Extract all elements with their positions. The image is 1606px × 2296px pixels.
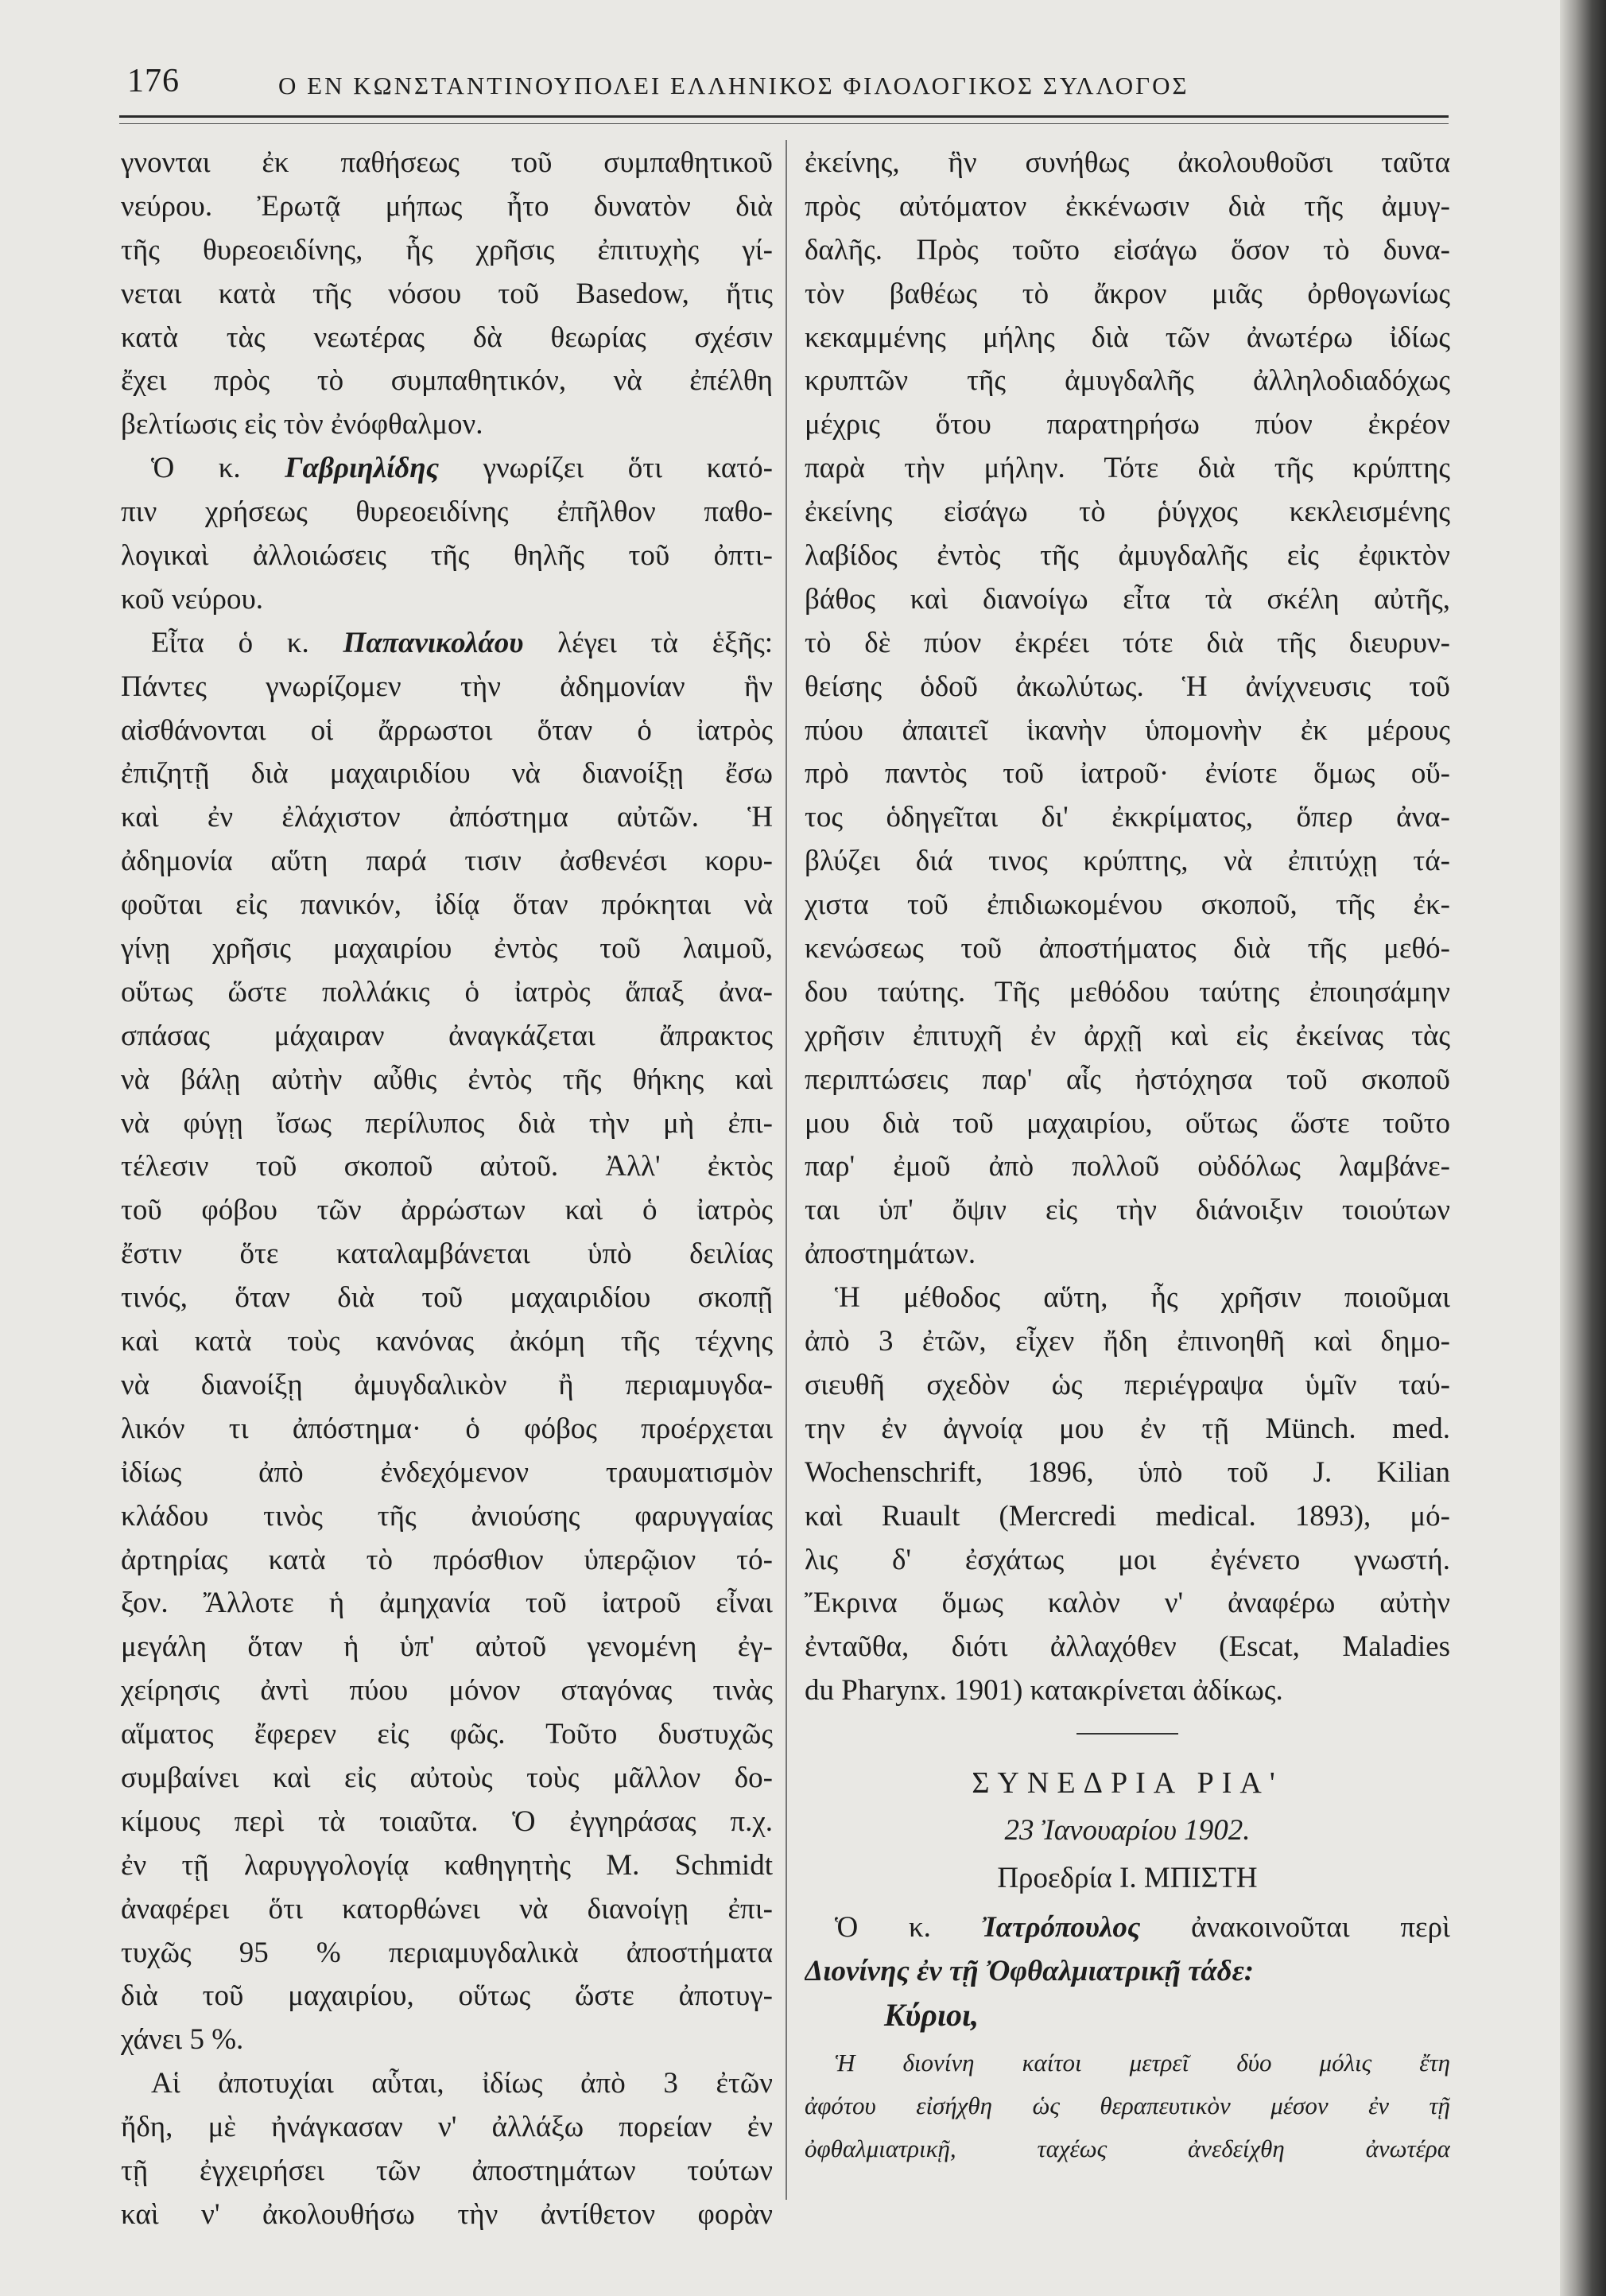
- text-line: την ἐν ἀγνοίᾳ μου ἐν τῇ Münch. med.: [805, 1412, 1450, 1445]
- speaker-name: Ἰατρόπουλος: [981, 1911, 1141, 1944]
- text-line: τῆς θυρεοειδίνης, ἧς χρῆσις ἐπιτυχὴς γί-: [121, 233, 773, 266]
- text-line: πρὸ παντὸς τοῦ ἰατροῦ· ἐνίοτε ὅμως οὕ-: [805, 757, 1450, 791]
- text-line: συμβαίνει καὶ εἰς αὐτοὺς τοὺς μᾶλλον δο-: [121, 1761, 773, 1794]
- text-line: χρῆσιν ἐπιτυχῆ ἐν ἀρχῇ καὶ εἰς ἐκείνας τὰς: [805, 1019, 1450, 1052]
- right-paragraph-4: [805, 2042, 1450, 2170]
- text-line: χιστα τοῦ ἐπιδιωκομένου σκοποῦ, τῆς ἐκ-: [805, 888, 1450, 922]
- session-chair: Προεδρία Ι. ΜΠΙΣΤΗ: [997, 1862, 1258, 1895]
- text-line: ξον. Ἄλλοτε ἡ ἀμηχανία τοῦ ἰατροῦ εἶναι: [121, 1587, 773, 1620]
- right-paragraph-3: [805, 1906, 1450, 1994]
- text-line: οὕτως ὥστε πολλάκις ὁ ἰατρὸς ἅπαξ ἀνα-: [121, 975, 773, 1008]
- text-line: πύου ἀπαιτεῖ ἱκανὴν ὑπομονὴν ἐκ μέρους: [805, 713, 1450, 747]
- speaker-prefix: Εἶτα ὁ κ.: [151, 626, 309, 659]
- text-line: Wochenschrift, 1896, ὑπὸ τοῦ J. Kilian: [805, 1455, 1450, 1489]
- text-line: du Pharynx. 1901) κατακρίνεται ἀδίκως.: [805, 1674, 1283, 1707]
- text-line: νεύρου. Ἐρωτᾷ μήπως ἦτο δυνατὸν διὰ: [121, 189, 773, 223]
- text-line: κίμους περὶ τὰ τοιαῦτα. Ὁ ἐγγηράσας π.χ.: [121, 1805, 773, 1838]
- text-line: πιν χρήσεως θυρεοειδίνης ἐπῆλθον παθο-: [121, 495, 773, 529]
- speaker-prefix: Ὁ κ.: [835, 1911, 931, 1944]
- text-line: καὶ ν' ἀκολουθήσω τὴν ἀντίθετον φορὰν: [121, 2197, 773, 2231]
- left-paragraph-3: [121, 622, 773, 2062]
- page-number: 176: [127, 63, 180, 99]
- text-line: καὶ ἐν ἐλάχιστον ἀπόστημα αὐτῶν. Ἡ: [121, 801, 773, 834]
- text-line: Ἔκρινα ὅμως καλὸν ν' ἀναφέρω αὐτὴν: [805, 1587, 1450, 1620]
- text-line: παρὰ τὴν μήλην. Τότε διὰ τῆς κρύπτης: [805, 452, 1450, 485]
- text-line: τοῦ φόβου τῶν ἀρρώστων καὶ ὁ ἰατρὸς: [121, 1194, 773, 1227]
- text-line: τῇ ἐγχειρήσει τῶν ἀποστημάτων τούτων: [121, 2154, 773, 2187]
- book-spine-shadow: [1560, 0, 1606, 2296]
- text-line: [121, 622, 773, 666]
- text-line: νὰ βάλῃ αὐτὴν αὖθις ἐντὸς τῆς θήκης καὶ: [121, 1063, 773, 1096]
- text-line: ἤδη, μὲ ἠνάγκασαν ν' ἀλλάξω πορείαν ἐν: [121, 2111, 773, 2144]
- text-line: ἀφότου εἰσήχθη ὡς θεραπευτικὸν μέσον ἐν τῇ: [805, 2091, 1450, 2119]
- text-line: θείσης ὁδοῦ ἀκωλύτως. Ἡ ἀνίχνευσις τοῦ: [805, 670, 1450, 703]
- text-line: ται ὑπ' ὄψιν εἰς τὴν διάνοιξιν τοιούτων: [805, 1194, 1450, 1227]
- text-line: κλάδου τινὸς τῆς ἀνιούσης φαρυγγαίας: [121, 1499, 773, 1533]
- session-title: ΣΥΝΕΔΡΙΑ ΡΙΑ': [972, 1766, 1283, 1801]
- text-line: δαλῆς. Πρὸς τοῦτο εἰσάγω ὅσον τὸ δυνα-: [805, 233, 1450, 266]
- text-line: Αἱ ἀποτυχίαι αὗται, ἰδίως ἀπὸ 3 ἐτῶν: [151, 2067, 773, 2100]
- text-line: μεγάλη ὅταν ἡ ὑπ' αὐτοῦ γενομένη ἐγ-: [121, 1630, 773, 1664]
- text-line: ἐν τῇ λαρυγγολογίᾳ καθηγητὴς M. Schmidt: [121, 1848, 773, 1882]
- right-paragraph-1: [805, 142, 1450, 1276]
- line-rest: λέγει τὰ ἑξῆς:: [557, 626, 773, 659]
- text-line: [805, 1906, 1450, 1950]
- text-line: Ἡ διονίνη καίτοι μετρεῖ δύο μόλις ἔτη: [835, 2048, 1450, 2077]
- text-line: σιευθῆ σχεδὸν ὡς περιέγραψα ὑμῖν ταύ-: [805, 1368, 1450, 1401]
- text-line: ἐνταῦθα, διότι ἀλλαχόθεν (Escat, Maladies: [805, 1630, 1450, 1664]
- text-line: χάνει 5 %.: [121, 2023, 244, 2057]
- text-line: ἔχει πρὸς τὸ συμπαθητικόν, νὰ ἐπέλθη: [121, 364, 773, 398]
- left-paragraph-4: [121, 2062, 773, 2237]
- text-line: λαβίδος ἐντὸς τῆς ἀμυγδαλῆς εἰς ἐφικτὸν: [805, 539, 1450, 573]
- salutation: Κύριοι,: [884, 1996, 980, 2033]
- running-title: Ο ΕΝ ΚΩΝΣΤΑΝΤΙΝΟΥΠΟΛΕΙ ΕΛΛΗΝΙΚΟΣ ΦΙΛΟΛΟΓΙΚΟΣ ΣΥΛΛΟΓΟΣ: [278, 72, 1189, 99]
- text-line: τυχῶς 95 % περιαμυγδαλικὰ ἀποστήματα: [121, 1936, 773, 1969]
- text-line: ἔστιν ὅτε καταλαμβάνεται ὑπὸ δειλίας: [121, 1237, 773, 1271]
- left-paragraph-1: [121, 142, 773, 447]
- text-line: φοῦται εἰς πανικόν, ἰδίᾳ ὅταν πρόκηται νὰ: [121, 888, 773, 922]
- text-line: κεκαμμένης μήλης διὰ τῶν ἀνωτέρω ἰδίως: [805, 321, 1450, 354]
- text-line: γνονται ἐκ παθήσεως τοῦ συμπαθητικοῦ: [121, 146, 773, 179]
- text-line: βελτίωσις εἰς τὸν ἐνόφθαλμον.: [121, 408, 483, 441]
- text-line: καὶ κατὰ τοὺς κανόνας ἀκόμη τῆς τέχνης: [121, 1325, 773, 1358]
- text-line: λις δ' ἐσχάτως μοι ἐγένετο γνωστή.: [805, 1543, 1450, 1576]
- text-line: πρὸς αὐτόματον ἐκκένωσιν διὰ τῆς ἀμυγ-: [805, 189, 1450, 223]
- session-date: 23 Ἰανουαρίου 1902.: [1004, 1814, 1251, 1847]
- right-paragraph-2: [805, 1276, 1450, 1713]
- text-line: βλύζει διά τινος κρύπτης, νὰ ἐπιτύχῃ τά-: [805, 845, 1450, 878]
- text-line: κρυπτῶν τῆς ἀμυγδαλῆς ἀλληλοδιαδόχως: [805, 364, 1450, 398]
- text-line: γίνῃ χρῆσις μαχαιρίου ἐντὸς τοῦ λαιμοῦ,: [121, 932, 773, 965]
- text-line: τος ὁδηγεῖται δι' ἐκκρίματος, ὅπερ ἀνα-: [805, 801, 1450, 834]
- text-line: νὰ φύγῃ ἴσως περίλυπος διὰ τὴν μὴ ἐπι-: [121, 1106, 773, 1140]
- speaker-name: Παπανικολάου: [343, 626, 524, 659]
- text-line: τέλεσιν τοῦ σκοποῦ αὐτοῦ. Ἀλλ' ἐκτὸς: [121, 1150, 773, 1183]
- text-line: διὰ τοῦ μαχαιρίου, οὕτως ὥστε ἀποτυγ-: [121, 1979, 773, 2013]
- text-line: τὸ δὲ πύον ἐκρέει τότε διὰ τῆς διευρυν-: [805, 626, 1450, 659]
- text-line: τινός, ὅταν διὰ τοῦ μαχαιριδίου σκοπῇ: [121, 1281, 773, 1315]
- text-line: [121, 447, 773, 491]
- header-rule-thin: [119, 123, 1449, 124]
- text-line: ἰδίως ἀπὸ ἐνδεχόμενον τραυματισμὸν: [121, 1455, 773, 1489]
- text-line: αἰσθάνονται οἱ ἄρρωστοι ὅταν ὁ ἰατρὸς: [121, 713, 773, 747]
- text-line: νὰ διανοίξῃ ἀμυγδαλικὸν ἢ περιαμυγδα-: [121, 1368, 773, 1401]
- text-line: νεται κατὰ τῆς νόσου τοῦ Basedow, ἥτις: [121, 277, 773, 310]
- column-divider: [786, 140, 787, 2200]
- text-line: χείρησις ἀντὶ πύου μόνον σταγόνας τινὰς: [121, 1674, 773, 1707]
- text-line: λικόν τι ἀπόστημα· ὁ φόβος προέρχεται: [121, 1412, 773, 1445]
- text-line: κοῦ νεύρου.: [121, 582, 264, 616]
- text-line: δου ταύτης. Τῆς μεθόδου ταύτης ἐποιησάμην: [805, 975, 1450, 1008]
- text-line: σπάσας μάχαιραν ἀναγκάζεται ἄπρακτος: [121, 1019, 773, 1052]
- text-line: βάθος καὶ διανοίγω εἶτα τὰ σκέλη αὐτῆς,: [805, 582, 1450, 616]
- text-line: Ἡ μέθοδος αὕτη, ἧς χρῆσιν ποιοῦμαι: [835, 1281, 1450, 1315]
- text-line: ἀρτηρίας κατὰ τὸ πρόσθιον ὑπερῷιον τό-: [121, 1543, 773, 1576]
- text-line: ἀδημονία αὕτη παρά τισιν ἀσθενέσι κορυ-: [121, 845, 773, 878]
- right-column: [805, 142, 1450, 2170]
- text-line: Πάντες γνωρίζομεν τὴν ἀδημονίαν ἣν: [121, 670, 773, 703]
- header-rule-thick: [119, 115, 1449, 118]
- text-line: λογικαὶ ἀλλοιώσεις τῆς θηλῆς τοῦ ὀπτι-: [121, 539, 773, 573]
- text-line: ἀπὸ 3 ἐτῶν, εἶχεν ἤδη ἐπινοηθῆ καὶ δημο-: [805, 1325, 1450, 1358]
- left-column: [121, 142, 773, 2237]
- text-line: ἐκείνης, ἣν συνήθως ἀκολουθοῦσι ταῦτα: [805, 146, 1450, 179]
- text-line: ἐπιζητῇ διὰ μαχαιριδίου νὰ διανοίξῃ ἔσω: [121, 757, 773, 791]
- text-line: ἐκείνης εἰσάγω τὸ ῥύγχος κεκλεισμένης: [805, 495, 1450, 529]
- speaker-name: Γαβριηλίδης: [285, 452, 440, 485]
- section-separator: [1076, 1733, 1178, 1735]
- text-line: κατὰ τὰς νεωτέρας δὰ θεωρίας σχέσιν: [121, 321, 773, 354]
- text-line: τὸν βαθέως τὸ ἄκρον μιᾶς ὀρθογωνίως: [805, 277, 1450, 310]
- text-line: μου διὰ τοῦ μαχαιρίου, οὕτως ὥστε τοῦτο: [805, 1106, 1450, 1140]
- running-header: [121, 62, 1464, 110]
- text-line: αἵματος ἔφερεν εἰς φῶς. Τοῦτο δυστυχῶς: [121, 1718, 773, 1751]
- text-line: ὀφθαλμιατρικῇ, ταχέως ἀνεδείχθη ἀνωτέρα: [805, 2134, 1450, 2162]
- text-line: περιπτώσεις παρ' αἷς ἠστόχησα τοῦ σκοποῦ: [805, 1063, 1450, 1096]
- speaker-prefix: Ὁ κ.: [151, 452, 241, 485]
- text-line: μέχρις ὅτου παρατηρήσω πύον ἐκρέον: [805, 408, 1450, 441]
- line-rest: γνωρίζει ὅτι κατό-: [483, 452, 773, 485]
- topic-line: Διονίνης ἐν τῇ Ὀφθαλμιατρικῇ τάδε:: [805, 1954, 1255, 1987]
- text-line: παρ' ἐμοῦ ἀπὸ πολλοῦ οὐδόλως λαμβάνε-: [805, 1150, 1450, 1183]
- text-line: ἀποστημάτων.: [805, 1237, 976, 1271]
- text-line: κενώσεως τοῦ ἀποστήματος διὰ τῆς μεθό-: [805, 932, 1450, 965]
- line-rest: ἀνακοινοῦται περὶ: [1191, 1911, 1450, 1944]
- text-line: καὶ Ruault (Mercredi medical. 1893), μό-: [805, 1499, 1450, 1533]
- text-line: ἀναφέρει ὅτι κατορθώνει νὰ διανοίγῃ ἐπι-: [121, 1892, 773, 1925]
- left-paragraph-2: [121, 447, 773, 622]
